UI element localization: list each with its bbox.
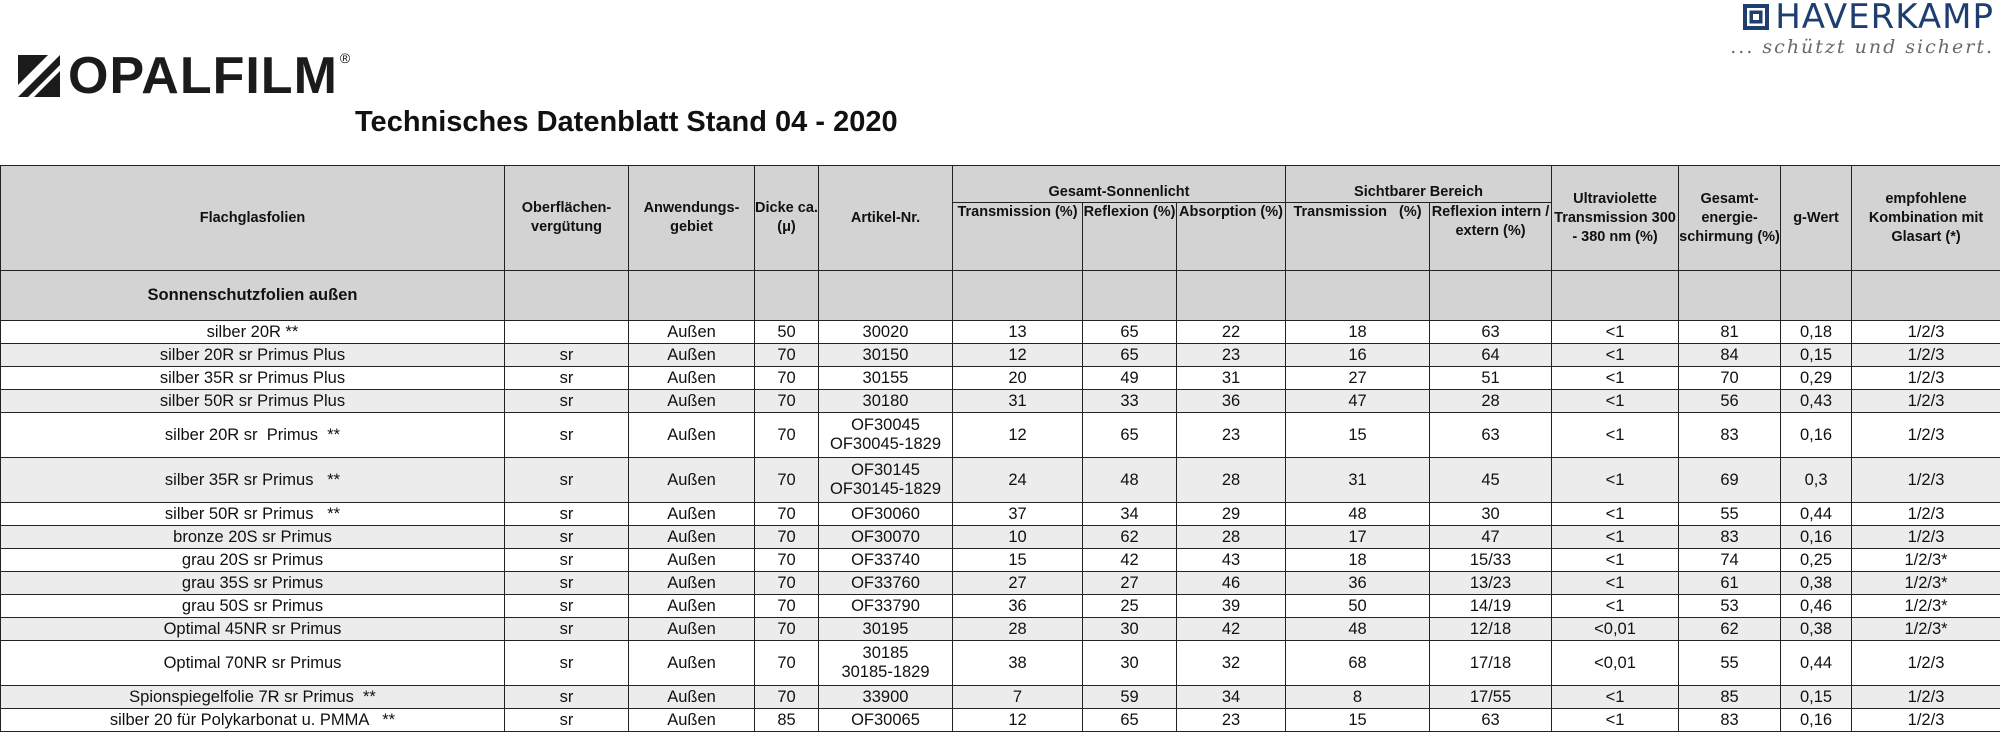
- thickness-cell: 70: [755, 618, 819, 641]
- g-value-cell: 0,44: [1781, 503, 1852, 526]
- application-cell: Außen: [629, 526, 755, 549]
- uv-cell: <1: [1552, 595, 1679, 618]
- article-number: 30195: [862, 619, 909, 638]
- absorption-cell: 28: [1177, 458, 1286, 503]
- col-transmission: Transmission (%): [953, 203, 1083, 271]
- energy-cell: 74: [1679, 549, 1781, 572]
- energy-cell: 69: [1679, 458, 1781, 503]
- thickness-cell: 70: [755, 686, 819, 709]
- uv-cell: <1: [1552, 344, 1679, 367]
- combination-cell: 1/2/3*: [1852, 595, 2000, 618]
- g-value-cell: 0,43: [1781, 390, 1852, 413]
- article-number: OF30045: [851, 416, 920, 434]
- surface-cell: sr: [505, 390, 629, 413]
- opalfilm-mark-icon: [16, 53, 62, 99]
- article-cell: [819, 503, 953, 526]
- uv-cell: <0,01: [1552, 641, 1679, 686]
- article-number: 30150: [862, 345, 909, 364]
- application-cell: Außen: [629, 367, 755, 390]
- article-number: 30020: [862, 322, 909, 341]
- uv-cell: <1: [1552, 709, 1679, 732]
- article-cell: [819, 618, 953, 641]
- product-name: silber 20R sr Primus **: [1, 413, 505, 458]
- energy-cell: 55: [1679, 641, 1781, 686]
- absorption-cell: 23: [1177, 344, 1286, 367]
- reflexion-cell: 65: [1083, 413, 1177, 458]
- application-cell: Außen: [629, 686, 755, 709]
- haverkamp-slogan: ... schützt und sichert.: [1730, 36, 1994, 58]
- article-cell: [819, 367, 953, 390]
- vis-transmission-cell: 68: [1286, 641, 1430, 686]
- reflexion-cell: 62: [1083, 526, 1177, 549]
- col-energy: Gesamt-energie-schirmung (%): [1679, 166, 1781, 271]
- article-cell: [819, 709, 953, 732]
- article-cell: [819, 344, 953, 367]
- combination-cell: 1/2/3*: [1852, 549, 2000, 572]
- uv-cell: <1: [1552, 686, 1679, 709]
- vis-transmission-cell: 48: [1286, 503, 1430, 526]
- application-cell: Außen: [629, 344, 755, 367]
- transmission-cell: 27: [953, 572, 1083, 595]
- reflexion-cell: 27: [1083, 572, 1177, 595]
- col-reflexion: Reflexion (%): [1083, 203, 1177, 271]
- article-cell: [819, 458, 953, 503]
- absorption-cell: 43: [1177, 549, 1286, 572]
- reflexion-cell: 25: [1083, 595, 1177, 618]
- vis-transmission-cell: 47: [1286, 390, 1430, 413]
- article-cell: [819, 321, 953, 344]
- uv-cell: <1: [1552, 367, 1679, 390]
- combination-cell: 1/2/3: [1852, 367, 2000, 390]
- reflexion-cell: 34: [1083, 503, 1177, 526]
- article-number: OF33740: [851, 550, 920, 569]
- article-number: 30155: [862, 368, 909, 387]
- table-row: [1, 641, 2000, 686]
- thickness-cell: 85: [755, 709, 819, 732]
- uv-cell: <1: [1552, 390, 1679, 413]
- table-row: [1, 618, 2000, 641]
- table-row: [1, 367, 2000, 390]
- surface-cell: [505, 321, 629, 344]
- opalfilm-name: OPALFILM: [68, 47, 338, 105]
- uv-cell: <1: [1552, 572, 1679, 595]
- product-name: silber 35R sr Primus **: [1, 458, 505, 503]
- article-cell: [819, 572, 953, 595]
- transmission-cell: 10: [953, 526, 1083, 549]
- absorption-cell: 23: [1177, 413, 1286, 458]
- article-cell: [819, 390, 953, 413]
- article-cell: [819, 549, 953, 572]
- table-row: [1, 572, 2000, 595]
- vis-transmission-cell: 18: [1286, 549, 1430, 572]
- article-number: OF30145-1829: [830, 480, 941, 498]
- uv-cell: <1: [1552, 321, 1679, 344]
- article-number: OF30060: [851, 504, 920, 523]
- energy-cell: 70: [1679, 367, 1781, 390]
- g-value-cell: 0,25: [1781, 549, 1852, 572]
- col-application: Anwendungs-gebiet: [629, 166, 755, 271]
- reflexion-cell: 65: [1083, 709, 1177, 732]
- col-vis-transmission: Transmission (%): [1286, 203, 1430, 271]
- table-row: [1, 344, 2000, 367]
- uv-cell: <1: [1552, 549, 1679, 572]
- table-row: [1, 390, 2000, 413]
- surface-cell: sr: [505, 503, 629, 526]
- vis-reflexion-cell: 28: [1430, 390, 1552, 413]
- page-title: Technisches Datenblatt Stand 04 - 2020: [355, 106, 898, 138]
- col-group-total-sun: Gesamt-Sonnenlicht: [953, 166, 1286, 203]
- thickness-cell: 70: [755, 549, 819, 572]
- transmission-cell: 38: [953, 641, 1083, 686]
- table-row: [1, 503, 2000, 526]
- absorption-cell: 32: [1177, 641, 1286, 686]
- article-cell: [819, 413, 953, 458]
- thickness-cell: 70: [755, 526, 819, 549]
- product-name: silber 50R sr Primus **: [1, 503, 505, 526]
- vis-reflexion-cell: 13/23: [1430, 572, 1552, 595]
- application-cell: Außen: [629, 618, 755, 641]
- thickness-cell: 70: [755, 390, 819, 413]
- article-number: OF30070: [851, 527, 920, 546]
- article-number: OF33790: [851, 596, 920, 615]
- product-name: Spionspiegelfolie 7R sr Primus **: [1, 686, 505, 709]
- energy-cell: 61: [1679, 572, 1781, 595]
- combination-cell: 1/2/3: [1852, 503, 2000, 526]
- combination-cell: 1/2/3: [1852, 641, 2000, 686]
- combination-cell: 1/2/3: [1852, 321, 2000, 344]
- haverkamp-mark-icon: [1743, 4, 1769, 30]
- article-cell: [819, 686, 953, 709]
- application-cell: Außen: [629, 641, 755, 686]
- thickness-cell: 70: [755, 344, 819, 367]
- energy-cell: 83: [1679, 413, 1781, 458]
- uv-cell: <1: [1552, 526, 1679, 549]
- absorption-cell: 23: [1177, 709, 1286, 732]
- table-row: [1, 549, 2000, 572]
- transmission-cell: 13: [953, 321, 1083, 344]
- application-cell: Außen: [629, 321, 755, 344]
- vis-reflexion-cell: 63: [1430, 413, 1552, 458]
- transmission-cell: 12: [953, 413, 1083, 458]
- reflexion-cell: 49: [1083, 367, 1177, 390]
- table-row: [1, 321, 2000, 344]
- combination-cell: 1/2/3: [1852, 526, 2000, 549]
- surface-cell: sr: [505, 686, 629, 709]
- g-value-cell: 0,44: [1781, 641, 1852, 686]
- uv-cell: <1: [1552, 413, 1679, 458]
- g-value-cell: 0,16: [1781, 413, 1852, 458]
- article-number: OF33760: [851, 573, 920, 592]
- application-cell: Außen: [629, 413, 755, 458]
- datasheet-table: [0, 165, 2000, 732]
- section-row: [1, 271, 2000, 321]
- vis-reflexion-cell: 12/18: [1430, 618, 1552, 641]
- table-row: [1, 595, 2000, 618]
- surface-cell: sr: [505, 367, 629, 390]
- transmission-cell: 31: [953, 390, 1083, 413]
- table-row: [1, 686, 2000, 709]
- product-name: silber 20R sr Primus Plus: [1, 344, 505, 367]
- combination-cell: 1/2/3*: [1852, 618, 2000, 641]
- product-name: silber 35R sr Primus Plus: [1, 367, 505, 390]
- energy-cell: 62: [1679, 618, 1781, 641]
- article-cell: [819, 595, 953, 618]
- g-value-cell: 0,38: [1781, 572, 1852, 595]
- surface-cell: sr: [505, 526, 629, 549]
- application-cell: Außen: [629, 458, 755, 503]
- absorption-cell: 36: [1177, 390, 1286, 413]
- energy-cell: 55: [1679, 503, 1781, 526]
- thickness-cell: 70: [755, 503, 819, 526]
- col-absorption: Absorption (%): [1177, 203, 1286, 271]
- vis-transmission-cell: 31: [1286, 458, 1430, 503]
- reflexion-cell: 59: [1083, 686, 1177, 709]
- article-number: OF30045-1829: [830, 435, 941, 453]
- vis-reflexion-cell: 64: [1430, 344, 1552, 367]
- transmission-cell: 24: [953, 458, 1083, 503]
- transmission-cell: 36: [953, 595, 1083, 618]
- vis-transmission-cell: 27: [1286, 367, 1430, 390]
- vis-reflexion-cell: 30: [1430, 503, 1552, 526]
- surface-cell: sr: [505, 618, 629, 641]
- energy-cell: 56: [1679, 390, 1781, 413]
- reflexion-cell: 65: [1083, 321, 1177, 344]
- application-cell: Außen: [629, 390, 755, 413]
- col-surface: Oberflächen-vergütung: [505, 166, 629, 271]
- col-thickness: Dicke ca. (μ): [755, 166, 819, 271]
- transmission-cell: 20: [953, 367, 1083, 390]
- reflexion-cell: 48: [1083, 458, 1177, 503]
- energy-cell: 84: [1679, 344, 1781, 367]
- vis-reflexion-cell: 17/18: [1430, 641, 1552, 686]
- vis-reflexion-cell: 51: [1430, 367, 1552, 390]
- vis-transmission-cell: 15: [1286, 413, 1430, 458]
- article-number: OF30065: [851, 710, 920, 729]
- article-number: OF30145: [851, 461, 920, 479]
- absorption-cell: 46: [1177, 572, 1286, 595]
- surface-cell: sr: [505, 595, 629, 618]
- absorption-cell: 29: [1177, 503, 1286, 526]
- col-uv: Ultraviolette Transmission 300 - 380 nm (%): [1552, 166, 1679, 271]
- g-value-cell: 0,15: [1781, 686, 1852, 709]
- article-number: 30185-1829: [841, 663, 930, 681]
- haverkamp-logo: [1664, 2, 1994, 58]
- combination-cell: 1/2/3: [1852, 390, 2000, 413]
- transmission-cell: 7: [953, 686, 1083, 709]
- transmission-cell: 15: [953, 549, 1083, 572]
- reflexion-cell: 42: [1083, 549, 1177, 572]
- opalfilm-logo: [16, 47, 351, 105]
- haverkamp-name: HAVERKAMP: [1775, 0, 1994, 37]
- absorption-cell: 42: [1177, 618, 1286, 641]
- uv-cell: <0,01: [1552, 618, 1679, 641]
- vis-transmission-cell: 17: [1286, 526, 1430, 549]
- reflexion-cell: 30: [1083, 641, 1177, 686]
- table-row: [1, 458, 2000, 503]
- transmission-cell: 37: [953, 503, 1083, 526]
- table-main-title: Flachglasfolien: [1, 166, 505, 271]
- product-name: grau 35S sr Primus: [1, 572, 505, 595]
- col-combination: empfohlene Kombination mit Glasart (*): [1852, 166, 2000, 271]
- energy-cell: 83: [1679, 709, 1781, 732]
- surface-cell: sr: [505, 641, 629, 686]
- col-vis-reflexion: Reflexion intern / extern (%): [1430, 203, 1552, 271]
- thickness-cell: 70: [755, 572, 819, 595]
- col-group-visible: Sichtbarer Bereich: [1286, 166, 1552, 203]
- surface-cell: sr: [505, 413, 629, 458]
- g-value-cell: 0,38: [1781, 618, 1852, 641]
- surface-cell: sr: [505, 549, 629, 572]
- vis-reflexion-cell: 47: [1430, 526, 1552, 549]
- g-value-cell: 0,15: [1781, 344, 1852, 367]
- vis-transmission-cell: 8: [1286, 686, 1430, 709]
- thickness-cell: 70: [755, 413, 819, 458]
- absorption-cell: 31: [1177, 367, 1286, 390]
- surface-cell: sr: [505, 458, 629, 503]
- registered-mark: ®: [339, 50, 351, 66]
- vis-reflexion-cell: 15/33: [1430, 549, 1552, 572]
- reflexion-cell: 65: [1083, 344, 1177, 367]
- g-value-cell: 0,18: [1781, 321, 1852, 344]
- absorption-cell: 28: [1177, 526, 1286, 549]
- thickness-cell: 70: [755, 458, 819, 503]
- section-title: Sonnenschutzfolien außen: [1, 271, 505, 321]
- absorption-cell: 34: [1177, 686, 1286, 709]
- uv-cell: <1: [1552, 458, 1679, 503]
- reflexion-cell: 33: [1083, 390, 1177, 413]
- article-number: 33900: [862, 687, 909, 706]
- vis-transmission-cell: 18: [1286, 321, 1430, 344]
- g-value-cell: 0,46: [1781, 595, 1852, 618]
- application-cell: Außen: [629, 709, 755, 732]
- article-number: 30185: [862, 644, 909, 662]
- combination-cell: 1/2/3: [1852, 413, 2000, 458]
- absorption-cell: 22: [1177, 321, 1286, 344]
- vis-transmission-cell: 15: [1286, 709, 1430, 732]
- application-cell: Außen: [629, 549, 755, 572]
- table-row: [1, 526, 2000, 549]
- energy-cell: 81: [1679, 321, 1781, 344]
- vis-transmission-cell: 50: [1286, 595, 1430, 618]
- product-name: Optimal 70NR sr Primus: [1, 641, 505, 686]
- vis-transmission-cell: 16: [1286, 344, 1430, 367]
- energy-cell: 53: [1679, 595, 1781, 618]
- combination-cell: 1/2/3*: [1852, 572, 2000, 595]
- table-row: [1, 413, 2000, 458]
- combination-cell: 1/2/3: [1852, 709, 2000, 732]
- transmission-cell: 12: [953, 344, 1083, 367]
- application-cell: Außen: [629, 572, 755, 595]
- thickness-cell: 50: [755, 321, 819, 344]
- g-value-cell: 0,16: [1781, 709, 1852, 732]
- product-name: silber 20 für Polykarbonat u. PMMA **: [1, 709, 505, 732]
- vis-reflexion-cell: 63: [1430, 321, 1552, 344]
- surface-cell: sr: [505, 709, 629, 732]
- g-value-cell: 0,3: [1781, 458, 1852, 503]
- absorption-cell: 39: [1177, 595, 1286, 618]
- product-name: silber 20R **: [1, 321, 505, 344]
- combination-cell: 1/2/3: [1852, 344, 2000, 367]
- uv-cell: <1: [1552, 503, 1679, 526]
- product-name: silber 50R sr Primus Plus: [1, 390, 505, 413]
- transmission-cell: 28: [953, 618, 1083, 641]
- g-value-cell: 0,16: [1781, 526, 1852, 549]
- vis-reflexion-cell: 14/19: [1430, 595, 1552, 618]
- combination-cell: 1/2/3: [1852, 686, 2000, 709]
- product-name: Optimal 45NR sr Primus: [1, 618, 505, 641]
- surface-cell: sr: [505, 572, 629, 595]
- article-number: 30180: [862, 391, 909, 410]
- vis-transmission-cell: 36: [1286, 572, 1430, 595]
- product-name: bronze 20S sr Primus: [1, 526, 505, 549]
- surface-cell: sr: [505, 344, 629, 367]
- thickness-cell: 70: [755, 641, 819, 686]
- energy-cell: 83: [1679, 526, 1781, 549]
- product-name: grau 20S sr Primus: [1, 549, 505, 572]
- application-cell: Außen: [629, 503, 755, 526]
- article-cell: [819, 641, 953, 686]
- table-row: [1, 709, 2000, 732]
- vis-reflexion-cell: 45: [1430, 458, 1552, 503]
- col-article: Artikel-Nr.: [819, 166, 953, 271]
- g-value-cell: 0,29: [1781, 367, 1852, 390]
- combination-cell: 1/2/3: [1852, 458, 2000, 503]
- transmission-cell: 12: [953, 709, 1083, 732]
- col-g-value: g-Wert: [1781, 166, 1852, 271]
- thickness-cell: 70: [755, 595, 819, 618]
- product-name: grau 50S sr Primus: [1, 595, 505, 618]
- article-cell: [819, 526, 953, 549]
- vis-reflexion-cell: 63: [1430, 709, 1552, 732]
- application-cell: Außen: [629, 595, 755, 618]
- vis-transmission-cell: 48: [1286, 618, 1430, 641]
- energy-cell: 85: [1679, 686, 1781, 709]
- vis-reflexion-cell: 17/55: [1430, 686, 1552, 709]
- thickness-cell: 70: [755, 367, 819, 390]
- reflexion-cell: 30: [1083, 618, 1177, 641]
